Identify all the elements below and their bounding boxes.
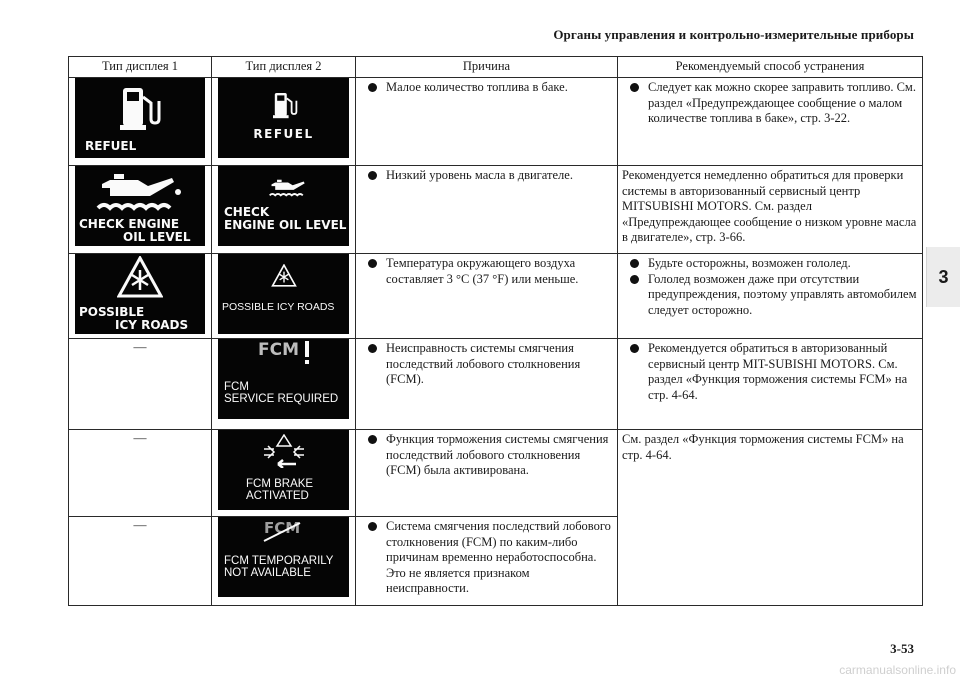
- list-item: Будьте осторожны, возможен гололед.: [624, 256, 918, 272]
- empty-dash: —: [133, 430, 147, 445]
- column-header: Причина: [356, 57, 618, 78]
- empty-dash: —: [133, 517, 147, 532]
- display-text: REFUEL: [85, 139, 137, 153]
- refuel-display-2: [218, 78, 349, 158]
- display-type-2-cell: [212, 339, 356, 430]
- cause-cell: [356, 166, 618, 254]
- icy-roads-display-1: [75, 254, 205, 334]
- display-text: REFUEL: [253, 127, 314, 141]
- display-text: SERVICE REQUIRED: [224, 393, 339, 405]
- chapter-tab: 3: [926, 247, 960, 307]
- display-type-1-cell: [69, 166, 212, 254]
- display-text: FCM BRAKE: [246, 478, 314, 490]
- list-item: Функция торможения системы смягчения последствий лобового столкновения (FCM) была активирована.: [362, 432, 613, 479]
- list-item: Следует как можно скорее заправить топливо. См. раздел «Предупреждающее сообщение о малом количестве топлива в баке», стр. 3-22.: [624, 80, 918, 127]
- list-item: Гололед возможен даже при отсутствии предупреждения, поэтому управлять автомобилем следует осторожно.: [624, 272, 918, 319]
- watermark-text: carmanualsonline.info: [839, 663, 956, 677]
- remedy-text: См. раздел «Функция торможения системы FCM» на стр. 4-64.: [622, 432, 904, 462]
- display-text: CHECK: [224, 205, 270, 219]
- fcm-brake-display: [218, 430, 349, 510]
- remedy-text: Рекомендуется немедленно обратиться для проверки системы в авторизованный сервисный центр MITSUBISHI MOTORS. См. раздел «Предупреждающее сообщение о низком уровне масла в двигателе», стр. 3-66.: [622, 168, 917, 245]
- fcm-crossed-icon: [264, 521, 300, 537]
- display-text: FCM TEMPORARILY: [224, 555, 334, 567]
- table-row: [69, 430, 923, 517]
- list-item: Низкий уровень масла в двигателе.: [362, 168, 613, 184]
- oil-level-display-2: [218, 166, 349, 246]
- snowflake-warning-icon: [117, 256, 163, 300]
- remedy-cell: [618, 78, 923, 166]
- fcm-unavailable-display: [218, 517, 349, 597]
- table-row: [69, 254, 923, 339]
- remedy-cell: [618, 254, 923, 339]
- display-type-2-cell: [212, 517, 356, 606]
- cause-cell: [356, 517, 618, 606]
- display-text: POSSIBLE ICY ROADS: [222, 301, 335, 313]
- fcm-badge: FCM: [264, 519, 301, 537]
- fuel-pump-icon: [115, 83, 165, 133]
- snowflake-warning-icon: [271, 264, 297, 288]
- icy-roads-display-2: [218, 254, 349, 334]
- list-item: Система смягчения последствий лобового столкновения (FCM) по каким-либо причинам временно неработоспособна. Это не является признаком неисправности.: [362, 519, 613, 597]
- display-text: ICY ROADS: [115, 318, 189, 332]
- display-text: FCM: [224, 381, 249, 393]
- column-header: Рекомендуемый способ устранения: [618, 57, 923, 78]
- display-text: NOT AVAILABLE: [224, 567, 311, 579]
- refuel-display-1: [75, 78, 205, 158]
- fcm-brake-icon: [260, 434, 308, 468]
- list-item: Неисправность системы смягчения последствий лобового столкновения (FCM).: [362, 341, 613, 388]
- fcm-service-display: [218, 339, 349, 419]
- table-row: [69, 339, 923, 430]
- column-header: Тип дисплея 2: [212, 57, 356, 78]
- oil-level-display-1: [75, 166, 205, 246]
- remedy-cell: [618, 339, 923, 430]
- warning-messages-table: [68, 56, 923, 606]
- fuel-pump-icon: [270, 90, 300, 120]
- display-type-1-cell: [69, 339, 212, 430]
- display-type-1-cell: [69, 430, 212, 517]
- cause-cell: [356, 254, 618, 339]
- display-type-1-cell: [69, 78, 212, 166]
- display-type-1-cell: [69, 254, 212, 339]
- display-text: ENGINE OIL LEVEL: [224, 218, 347, 232]
- column-header: Тип дисплея 1: [69, 57, 212, 78]
- display-type-2-cell: [212, 78, 356, 166]
- cause-cell: [356, 78, 618, 166]
- fcm-badge: FCM: [258, 340, 300, 360]
- display-text: POSSIBLE: [79, 305, 145, 319]
- display-type-2-cell: [212, 430, 356, 517]
- display-type-2-cell: [212, 254, 356, 339]
- table-header-row: [69, 57, 923, 78]
- page-header-title: Органы управления и контрольно-измерительные приборы: [553, 27, 914, 42]
- list-item: Температура окружающего воздуха составляет 3 °C (37 °F) или меньше.: [362, 256, 613, 287]
- cause-cell: [356, 339, 618, 430]
- table-row: [69, 78, 923, 166]
- list-item: Малое количество топлива в баке.: [362, 80, 613, 96]
- cause-cell: [356, 430, 618, 517]
- display-text: ACTIVATED: [246, 490, 309, 502]
- display-text: CHECK ENGINE: [79, 217, 180, 231]
- table-row: [69, 166, 923, 254]
- empty-dash: —: [133, 339, 147, 354]
- fcm-warning-icon: [258, 340, 300, 360]
- remedy-cell: [618, 166, 923, 254]
- oil-can-icon: [266, 176, 312, 200]
- display-type-1-cell: [69, 517, 212, 606]
- list-item: Рекомендуется обратиться в авторизованный сервисный центр MIT-SUBISHI MOTORS. См. раздел «Функция торможения системы FCM» на стр. 4-64.: [624, 341, 918, 403]
- display-text: OIL LEVEL: [123, 230, 191, 244]
- oil-can-icon: [90, 170, 190, 214]
- page-number: 3-53: [890, 641, 914, 656]
- display-type-2-cell: [212, 166, 356, 254]
- remedy-cell: [618, 430, 923, 606]
